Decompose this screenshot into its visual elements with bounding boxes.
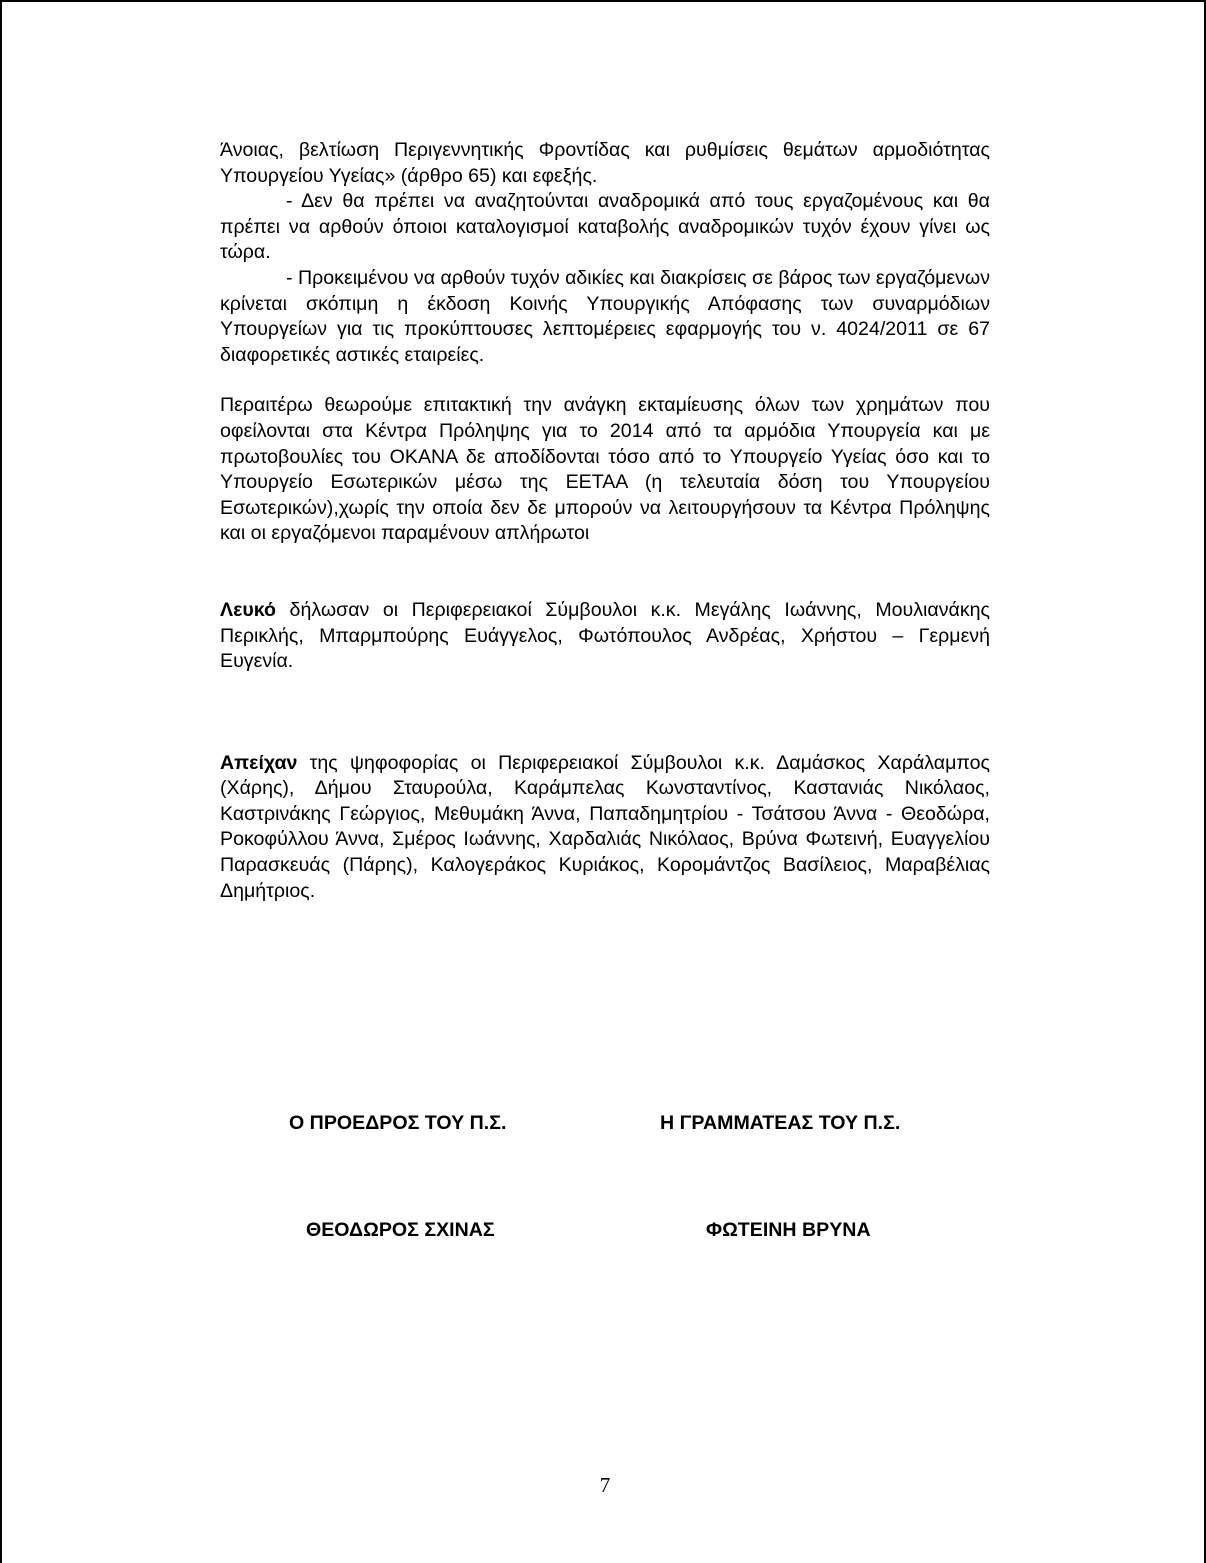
secretary-name: ΦΩΤΕΙΝΗ ΒΡΥΝΑ	[706, 1219, 871, 1241]
vote-label: Λευκό	[220, 598, 277, 621]
paragraph-text: Άνοιας, βελτίωση Περιγεννητικής Φροντίδας και ρυθμίσεις θεμάτων αρμοδιότητας Υπουργείου Υγείας» (άρθρο 65) και εφεξής.	[220, 139, 990, 187]
paragraph-text: της ψηφοφορίας οι Περιφερειακοί Σύμβουλοι κ.κ. Δαμάσκος Χαράλαμπος (Χάρης), Δήμου Σταυρούλα, Καράμπελας Κωνσταντίνος, Καστανιάς Νικόλαος, Καστρινάκης Γεώργιος, Μεθυμάκη Άννα, Παπαδημητρίου - Τσάτσου Άννα - Θεοδώρα, Ροκοφύλλου Άννα, Σμέρος Ιωάννης, Χαρδαλιάς Νικόλαος, Βρύνα Φωτεινή, Ευαγγελίου Παρασκευάς (Πάρης), Καλογεράκος Κυριάκος, Κορομάντζος Βασίλειος, Μαραβέλιας Δημήτριος.	[220, 751, 990, 902]
president-title: Ο ΠΡΟΕΔΡΟΣ ΤΟΥ Π.Σ.	[289, 1112, 507, 1134]
paragraph-text: - Προκειμένου να αρθούν τυχόν αδικίες και διακρίσεις σε βάρος των εργαζόμενων κρίνεται σκόπιμη η έκδοση Κοινής Υπουργικής Απόφασης των συναρμόδιων Υπουργείων για τις προκύπτουσες λεπτομέρειες εφαρμογής του ν. 4024/2011 σε 67 διαφορετικές αστικές εταιρείες.	[220, 266, 991, 366]
vote-label: Απείχαν	[220, 751, 298, 774]
paragraph-text: δήλωσαν οι Περιφερειακοί Σύμβουλοι κ.κ. Μεγάλης Ιωάννης, Μουλιανάκης Περικλής, Μπαρμπούρης Ευάγγελος, Φωτόπουλος Ανδρέας, Χρήστου – Γερμενή Ευγενία.	[220, 598, 990, 673]
paragraph-joint-ministerial-decision	[220, 266, 990, 368]
paragraph-blank-vote	[220, 598, 990, 675]
president-name: ΘΕΟΔΩΡΟΣ ΣΧΙΝΑΣ	[306, 1219, 495, 1241]
paragraph-funding-disbursement	[220, 393, 990, 547]
paragraph-text: - Δεν θα πρέπει να αναζητούνται αναδρομικά από τους εργαζομένους και θα πρέπει να αρθούν όποιοι καταλογισμοί καταβολής αναδρομικών τυχόν έχουν γίνει ως τώρα.	[220, 190, 990, 264]
document-body	[220, 138, 990, 904]
page-number: 7	[599, 1473, 611, 1497]
secretary-title: Η ΓΡΑΜΜΑΤΕΑΣ ΤΟΥ Π.Σ.	[660, 1112, 901, 1134]
paragraph-retroactive-claims	[220, 189, 990, 266]
paragraph-text: Περαιτέρω θεωρούμε επιτακτική την ανάγκη εκταμίευσης όλων των χρημάτων που οφείλονται στα Κέντρα Πρόληψης για το 2014 από τα αρμόδια Υπουργεία και με πρωτοβουλίες του ΟΚΑΝΑ δε αποδίδονται τόσο από το Υπουργείο Υγείας όσο και το Υπουργείο Εσωτερικών μέσω της ΕΕΤΑΑ (η τελευταία δόση του Υπουργείου Εσωτερικών),χωρίς την οποία δεν δε μπορούν να λειτουργήσουν τα Κέντρα Πρόληψης και οι εργαζόμενοι παραμένουν απλήρωτοι	[220, 394, 990, 545]
paragraph-abstained	[220, 751, 990, 905]
paragraph-law-reference	[220, 138, 990, 189]
